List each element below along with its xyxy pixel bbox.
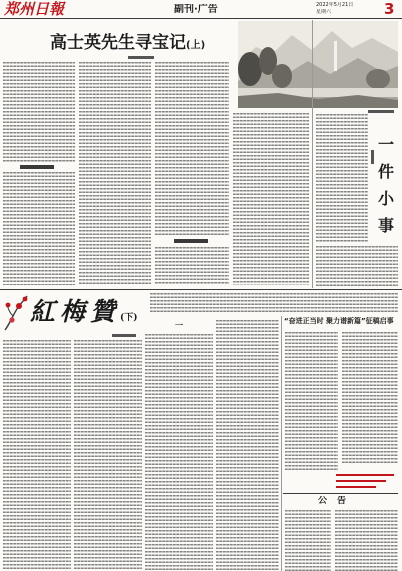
body-text-column (155, 247, 229, 285)
plum-blossom-ornament (3, 294, 29, 332)
subheading (174, 239, 208, 243)
headline-treasure (50, 33, 236, 56)
section-number: 一 (175, 321, 183, 330)
section-title: 副刊·广告 (174, 4, 218, 15)
subheading (20, 165, 54, 169)
painting-tree (272, 64, 292, 88)
painting-caption (368, 110, 394, 113)
body-text-column (3, 62, 75, 162)
byline-red-plum (112, 334, 136, 337)
plum-blossom (23, 297, 28, 302)
body-text-column (155, 62, 229, 236)
body-text-column (342, 332, 398, 464)
headline-char: 小 (377, 189, 394, 208)
page-number: 3 (384, 1, 395, 17)
body-text-column (150, 293, 398, 314)
column-divider (312, 20, 313, 288)
notice-signature-line (336, 474, 394, 476)
headline-char: 一 (377, 135, 394, 154)
notice-title: “奋进正当时 聚力谱新篇”征稿启事 (284, 317, 394, 325)
body-text-column (79, 62, 151, 285)
body-text-column (285, 332, 338, 472)
painting-tree (366, 69, 390, 89)
body-text-column (285, 510, 331, 571)
byline-treasure (128, 56, 154, 59)
notice-divider (283, 493, 398, 494)
headline-treasure-text: 高士英先生寻宝记 (50, 33, 186, 53)
plum-blossom (9, 317, 14, 322)
body-text-column (3, 340, 71, 571)
notice-signature-line (336, 480, 386, 482)
painting-waterfall (334, 41, 337, 71)
body-text-column (335, 510, 398, 571)
headline-char: 件 (377, 162, 394, 181)
header-rule (0, 18, 402, 19)
headline-treasure-suffix: (上) (186, 40, 206, 51)
body-text-column (74, 340, 142, 571)
landscape-painting (238, 21, 398, 108)
byline-small-thing (371, 150, 374, 164)
column-divider (281, 316, 282, 571)
body-text-column (3, 172, 75, 285)
painting-tree (238, 52, 262, 86)
section-divider (0, 289, 402, 290)
body-text-column (233, 113, 309, 285)
body-text-column (145, 334, 213, 571)
plum-branch (5, 296, 27, 330)
headline-red-plum-text: 紅梅贊 (30, 297, 121, 326)
issue-date: 2022年5月21日 (316, 2, 354, 8)
headline-char: 事 (377, 216, 394, 235)
body-text-column (316, 114, 368, 242)
plum-blossom (16, 303, 22, 309)
headline-small-thing (376, 131, 396, 239)
notice-signature-line (336, 486, 376, 488)
announcement-title: 公告 (318, 496, 357, 506)
body-text-column (316, 246, 398, 286)
headline-red-plum-suffix: (下) (120, 313, 138, 323)
masthead-logo: 郑州日報 (4, 0, 65, 18)
issue-weekday: 星期六 (316, 9, 332, 15)
body-text-column (216, 320, 279, 571)
plum-blossom (6, 303, 11, 308)
headline-red-plum (30, 296, 156, 334)
